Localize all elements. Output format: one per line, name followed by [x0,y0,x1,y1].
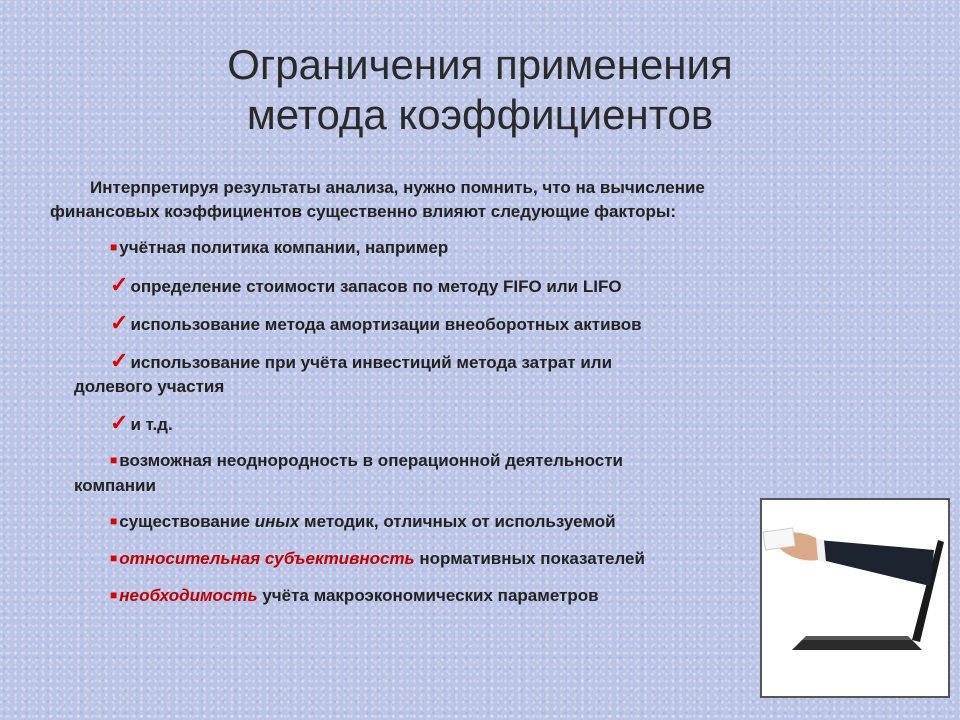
checkmark-icon: ✓ [110,348,129,373]
title-line-1: Ограничения применения [227,41,733,88]
list-item [50,273,770,299]
item-text: и т.д. [130,415,173,434]
item-text: возможная неоднородность в операционной деятельности [119,451,623,470]
item-text: учёта макроэкономических параметров [257,586,599,605]
title-line-2: метода коэффициентов [246,91,714,138]
checkmark-icon: ✓ [110,310,129,335]
list-item [50,547,770,572]
square-bullet-icon: ■ [110,240,118,254]
laptop-hand-illustration [762,500,948,696]
item-text: учётная политика компании, например [119,238,449,257]
item-text-continued: долевого участия [74,377,225,396]
laptop-hand-image [760,498,950,698]
list-item [50,411,770,437]
list-item [50,510,770,535]
item-text: использование при учёта инвестиций метода затрат или [130,353,613,372]
item-emphasis: относительная субъективность [119,549,415,568]
item-text: использование метода амортизации внеоборотных активов [130,315,642,334]
checkmark-icon: ✓ [110,272,129,297]
item-text: определение стоимости запасов по методу FIFO или LIFO [130,277,622,296]
square-bullet-icon: ■ [110,588,118,602]
list-item [50,449,770,498]
item-text: методик, отличных от используемой [299,512,616,531]
item-text-continued: компании [74,476,156,495]
square-bullet-icon: ■ [110,453,118,467]
slide-title [0,40,960,140]
checkmark-icon: ✓ [110,410,129,435]
item-text: нормативных показателей [414,549,645,568]
intro-text: Интерпретируя результаты анализа, нужно помнить, что на вычисление финансовых коэффициентов существенно влияют следующие факторы: [50,178,705,221]
item-emphasis: иных [254,512,300,531]
slide-body [50,176,770,621]
square-bullet-icon: ■ [110,551,118,565]
list-item [50,584,770,609]
item-emphasis: необходимость [119,586,258,605]
square-bullet-icon: ■ [110,514,118,528]
item-text: существование [119,512,255,531]
list-item [50,236,770,261]
list-item [50,311,770,337]
list-item [50,349,770,399]
